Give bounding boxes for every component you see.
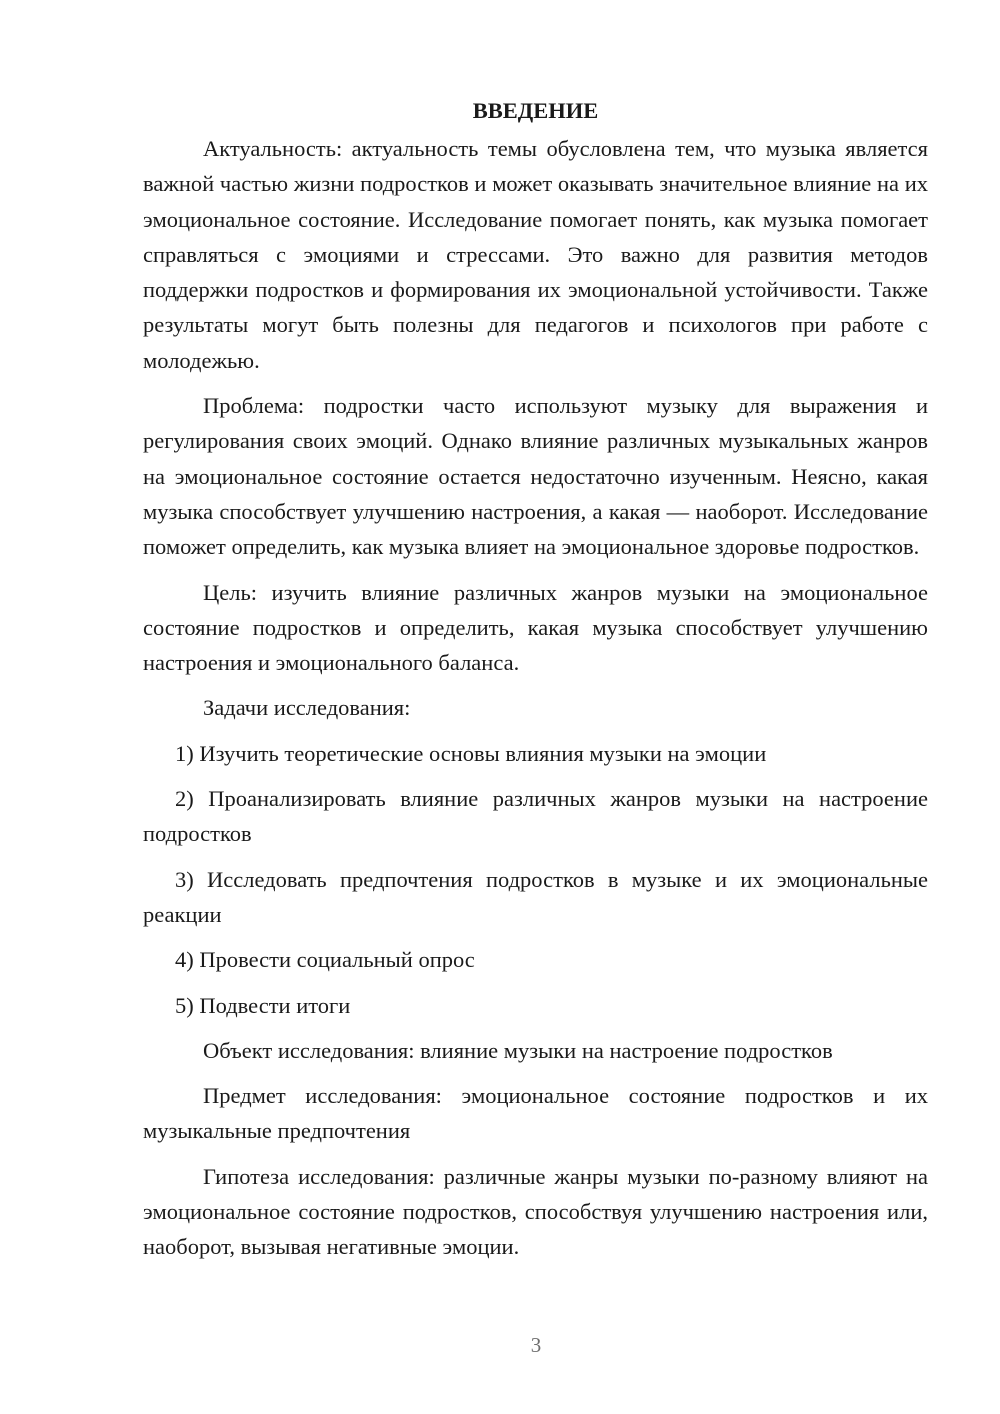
task-item: 5) Подвести итоги	[175, 992, 351, 1018]
task-item: 4) Провести социальный опрос	[175, 947, 475, 973]
page-number: 3	[530, 1333, 542, 1357]
task-item: 3) Исследовать предпочтения подростков в музыке и их эмоциональные реакции	[143, 866, 928, 927]
paragraph-object: Объект исследования: влияние музыки на настроение подростков	[203, 1037, 833, 1063]
page-title: ВВЕДЕНИЕ	[472, 98, 599, 123]
paragraph-goal: Цель: изучить влияние различных жанров музыки на эмоциональное состояние подростков и определить, какая музыка способствует улучшению настроения и эмоционального баланса.	[143, 579, 928, 676]
page-content	[143, 97, 928, 1275]
task-item: 2) Проанализировать влияние различных жанров музыки на настроение подростков	[143, 786, 928, 847]
paragraph-hypothesis: Гипотеза исследования: различные жанры музыки по-разному влияют на эмоциональное состояние подростков, способствуя улучшению настроения или, наоборот, вызывая негативные эмоции.	[143, 1163, 928, 1260]
task-item: 1) Изучить теоретические основы влияния музыки на эмоции	[175, 740, 767, 766]
paragraph-relevance: Актуальность: актуальность темы обусловлена тем, что музыка является важной частью жизни подростков и может оказывать значительное влияние на их эмоциональное состояние. Исследование помогает понять, как музыка помогает справляться с эмоциями и стрессами. Это важно для развития методов поддержки подростков и формирования их эмоциональной устойчивости. Также результаты могут быть полезны для педагогов и психологов при работе с молодежью.	[143, 136, 928, 373]
tasks-heading: Задачи исследования:	[203, 695, 411, 721]
paragraph-subject: Предмет исследования: эмоциональное состояние подростков и их музыкальные предпочтения	[143, 1083, 928, 1144]
paragraph-problem: Проблема: подростки часто используют музыку для выражения и регулирования своих эмоций. Однако влияние различных музыкальных жанров на эмоциональное состояние остается недостаточно изученным. Неясно, какая музыка способствует улучшению настроения, а какая — наоборот. Исследование поможет определить, как музыка влияет на эмоциональное здоровье подростков.	[143, 393, 928, 560]
